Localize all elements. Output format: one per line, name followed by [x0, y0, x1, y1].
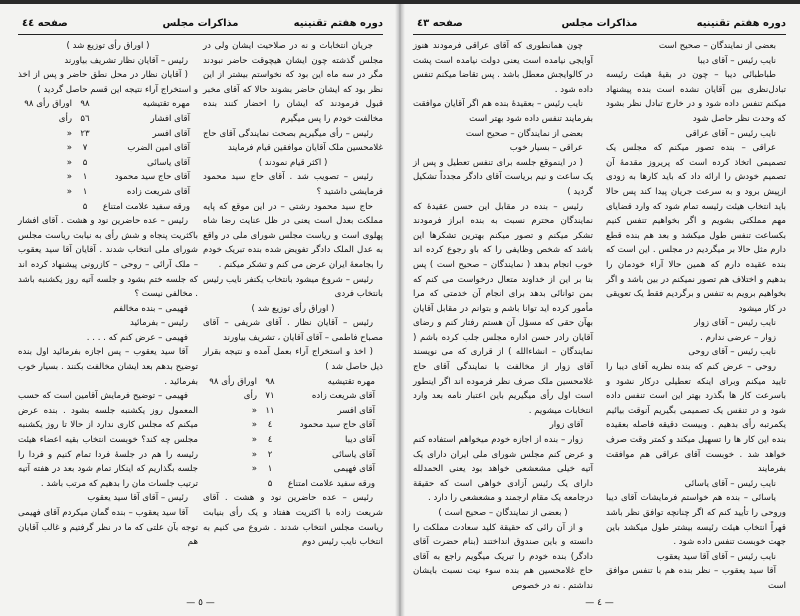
vote-unit: « — [66, 172, 72, 183]
candidate-name: آقای دیبا — [344, 435, 375, 446]
vote-result-row — [203, 375, 383, 390]
paragraph: نایب رئیس – آقای عراقی — [685, 128, 776, 139]
paragraph: رئیس – بفرمائید — [129, 318, 188, 329]
vote-count: ۷۱ — [265, 391, 275, 402]
vote-count: ۷ — [82, 143, 88, 154]
vote-count: ۵ — [82, 157, 88, 168]
vote-count: ۲ — [267, 449, 273, 460]
candidate-name: مهره تقتیشیه — [142, 99, 190, 110]
paragraph: آقای زوار — [549, 420, 583, 431]
header-page-number: صفحه ٤٤ — [22, 18, 68, 29]
paragraph: طباطبائی دیبا – چون در بقیهٔ هیئت رئیسه تبادل‌نظری بین آقایان نشده است بنده پیشنهاد میکنم تنفس داده شود و در خارج تبادل نظر بشود که وحدت نظر حاصل شود — [606, 70, 786, 124]
page-footer: — ٤ — — [585, 597, 614, 608]
paragraph: روحی – عرض کنم که بنده نظریه آقای دیبا را تایید میکنم وبرای اینکه تعطیلی درکار نشود و باسرعت کار ها بگذرد بهتر این است تنفس داده شود و در تنفس یک تصمیمی بگیریم آنوقت بیائیم یکمرتبه رأی بدهیم . وبیست دقیقه فاصله بعقیده بنده این کار ها را تسهیل میکند و کمتر وقت صرف خواهد شد . خوبست آقای عراقی هم موافقت بفرمایند — [606, 362, 786, 475]
candidate-name: آقای افشار — [150, 113, 190, 124]
vote-count: ۵ — [82, 201, 88, 212]
vote-count: ۱ — [82, 172, 88, 183]
vote-result-row — [203, 418, 383, 433]
vote-count: ۱۱ — [265, 405, 275, 416]
paragraph: آقا سید یعقوب – بنده گمان میکردم آقای فهیمی توجه بآن علتی که ما در نظر گرفتیم و غالب آقایان هم — [18, 508, 198, 548]
paragraph: نایب رئیس – آقای یاسائی — [684, 478, 776, 489]
paragraph: ( اخذ و استخراج آراء بعمل آمده و نتیجه بقرار ذیل حاصل شد ) — [203, 347, 383, 373]
page-footer: — ٥ — — [186, 597, 215, 608]
vote-count: ۵٦ — [80, 113, 90, 124]
candidate-name: آقای یاسائی — [147, 157, 190, 168]
paragraph: رئیس – شروع میشود بانتخاب یکنفر نایب رئیس بانتخاب فردی — [203, 274, 383, 300]
vote-count: ۲۳ — [80, 128, 90, 139]
vote-unit: رأی — [58, 113, 72, 124]
vote-count: ۵ — [267, 478, 273, 489]
paragraph: نایب رئیس – آقای آقا سید یعقوب — [656, 551, 776, 562]
vote-count: ۹۸ — [80, 99, 90, 110]
paragraph: فهیمی – توضیح فرمایش آقامین است که حسب المعمول روز یکشنبه جلسه بشود . بنده عرض میکنم که مجلس کاری ندارد از حالا تا روز یکشنبه مجلس چه کند؟ خوبست انتخاب بقیه اعضاء هیئت رئیسه را هم در جلسهٔ فردا تمام کنیم و فردا را جلسه بگذاریم که اینکار تمام شود بعد در هفته آتیه ترتیب جلسات مان را بدهیم که مرتب باشد . — [18, 391, 198, 489]
candidate-name: آقای افسر — [337, 405, 375, 416]
paragraph: عراقی – بسیار خوب — [509, 143, 583, 154]
paragraph: نایب رئیس – بعقیدهٔ بنده هم اگر آقایان موافقت بفرمایند تنفس داده شود بهتر است — [413, 99, 593, 124]
paragraph: چون همانطوری که آقای عراقی فرمودند هنوز آوایجی نیامده است یعنی دولت نیامده است پشت در کالوایجش معطل باشد . پس تقاضا میکنم تنفس داده شود . — [413, 41, 593, 95]
candidate-name: آقای حاج سید محمود — [114, 172, 190, 183]
vote-unit: « — [251, 464, 257, 475]
vote-result-row — [18, 200, 198, 215]
paragraph: جریان انتخابات و نه در صلاحیت ایشان ولی در مجلس گذشته چون ایشان هیچوقت حاضر نبودند مگر در سه ماه این بود که نخواستم بیشتر از این نظر بود که ایشان حاضر بشوند حالا که آقای مخبر قبول فرمودند که ایشان را احضار کنند بنده مخالفت خودم را پس میگیرم — [203, 41, 383, 124]
vote-unit: رأی — [243, 391, 257, 402]
vote-result-row — [203, 448, 383, 463]
vote-result-row — [203, 404, 383, 419]
candidate-name: آقای شریعت زاده — [126, 186, 190, 197]
header-title: مذاکرات مجلس — [162, 18, 239, 29]
candidate-name: آقای حاج سید محمود — [299, 420, 375, 431]
vote-result-row — [18, 185, 198, 200]
page-44 — [0, 4, 395, 616]
vote-unit: اوراق رأی ۹۸ — [24, 99, 72, 110]
page-43 — [405, 4, 800, 616]
vote-result-row — [203, 389, 383, 404]
vote-unit: « — [251, 449, 257, 460]
vote-unit: « — [66, 157, 72, 168]
paragraph: عراقی – بنده تصور میکنم که مجلس یک تصمیمی اتخاذ کرده است که پریروز مقدمهٔ آن تصمیم خودش را ارائه داد که باید کارها به زودی ازپیش برود و به سرعت جریان پیدا کند پس حالا باید انتخاب هیئت رئیسه تمام شود که وارد قضایای مهم مملکتی بشویم و اگر بخواهیم تنفس کنیم بکساعت تنفس طول میکشد و بعد هم بنده قطع دارم مثل حالا بر میگردیم در مجلس . این است که بنده عقیده دارم که همین حالا آراء خودمان را بدهیم و اختلاف هم تصور نمیکنم در بین باشد و اگر بخواهیم برویم به تنفس و برگردیم فقط یک تعویقی در کار میشود — [606, 143, 786, 314]
candidate-name: ورقه سفید علامت امتناع — [287, 478, 375, 489]
header-page-number: صفحه ٤۳ — [417, 18, 463, 29]
paragraph: فهیمی – عرض کنم که . . . . — [86, 332, 188, 343]
header-session: دوره هفتم تقنینیه — [696, 18, 786, 29]
paragraph: ( آقایان نظار در محل نطق حاضر و پس از اخذ و استخراج آراء نتیجه این قسم حاصل گردید ) — [18, 70, 198, 95]
vote-count: ٤ — [267, 435, 273, 446]
header-session: دوره هفتم تقنینیه — [293, 18, 383, 29]
page-header — [413, 18, 786, 35]
header-title: مذاکرات مجلس — [561, 18, 638, 29]
paragraph: بعضی از نمایندگان – صحیح است — [658, 41, 776, 51]
paragraph: رئیس – آقایان نظار . آقای شریفی – آقای مصباح فاطمی – آقای آقایان ، تشریف بیاورند — [203, 318, 383, 343]
vote-count: ۱ — [82, 186, 88, 197]
paragraph: زوار – بنده از اجازه خودم میخواهم استفاده کنم و عرض کنم مجلس شورای ملی ایران دارای یک آتیه خیلی مشعشعی خواهد بود یعنی الحمدلله دارای یک رئیس آزادی خواهی است که حقیقة درجامعه یک مقام ارجمند و مشعشعی را دارد . — [413, 435, 593, 504]
stage-direction: ( اوراق رأی توزیع شد ) — [66, 41, 150, 51]
text-columns — [413, 39, 786, 594]
stage-direction: ( اکثر قیام نمودند ) — [258, 157, 328, 168]
vote-count: ٤ — [267, 420, 273, 431]
page-header — [18, 18, 383, 35]
vote-result-row — [203, 433, 383, 448]
candidate-name: آقای شریعت زاده — [311, 391, 375, 402]
vote-unit — [203, 477, 257, 492]
scanned-spread — [0, 4, 800, 616]
candidate-name: آقای یاسائی — [332, 449, 375, 460]
paragraph: رئیس – آقای آقا سید یعقوب — [87, 493, 188, 504]
paragraph: بعضی از نمایندگان – صحیح است — [465, 128, 583, 139]
paragraph: نایب رئیس – آقای دیبا — [697, 55, 776, 66]
paragraph: فهیمی – بنده مخالفم — [113, 303, 188, 314]
text-column-left — [413, 39, 593, 594]
candidate-name: مهره تقتیشیه — [327, 376, 375, 387]
vote-unit: « — [66, 143, 72, 154]
paragraph: رئیس – عده حاضرین نود و هشت . آقای شریعت زاده با اکثریت هفتاد و یک رأی بنیابت ریاست مجلس انتخاب شدند . شروع می کنیم به انتخاب نایب رئیس دوم — [203, 493, 383, 548]
text-column-right — [203, 39, 383, 594]
text-columns — [18, 39, 383, 594]
vote-unit: « — [251, 405, 257, 416]
book-gutter — [395, 4, 405, 616]
vote-count: ۱ — [267, 464, 273, 475]
candidate-name: آقای فهیمی — [333, 464, 375, 475]
text-column-left — [18, 39, 198, 594]
vote-result-row — [18, 141, 198, 156]
paragraph: یاسائی – بنده هم خواستم فرمایشات آقای دیبا وروحی را تأیید کنم که اگر چنانچه توافق نظر باشد قهراً انتخاب هیئت رئیسه بیشتر طول میکشد باین جهت خوبست تنفس داده شود . — [606, 493, 786, 548]
vote-unit: « — [66, 186, 72, 197]
paragraph: رئیس – عده حاضرین نود و هشت . آقای افشار باکثریت پنجاه و شش رأی به نیابت ریاست مجلس شورای ملی انتخاب شدند . آقایان آقا سید یعقوب – ملک آرائی – روحی – کازرونی پیشنهاد کرده اند که جلسه ختم بشود و جلسه آتیه روز یکشنبه باشد . مخالفی نیست ؟ — [18, 216, 198, 300]
paragraph: رئیس – بنده در مقابل این حسن عقیدهٔ که نمایندگان محترم نسبت به بنده ابراز فرمودند تشکر میکنم و تصور میکنم بهترین تشکرها این باشد که شخص وظایفی را که باو رجوع کرده اند خوب انجام بدهد ( نمایندگان – صحیح است ) پس بنا بر این از خداوند متعال درخواست می کنم که بمن توانائی بدهد برای انجام آن خدمتی که مرا مأمور کرده اید توانا باشم و بتوانم در مقابل آقایان بهآن حقی که مسؤل آن هستم رفتار کنم و رضای آقایان رادر حسن اداره مجلس جلب کرده باشم ( نمایندگان – انشاءالله ) از قراری که می نویسند آقای زوار از مخالفت با نمایندگی آقای حاج غلامحسین ملک صرف نظر فرموده اند اگر اینطور است اول رأی میگیریم باین اعتبار نامه بعد وارد انتخابات میشویم . — [413, 201, 593, 416]
paragraph: رئیس – آقایان نظار تشریف بیاورند — [64, 55, 188, 66]
stage-direction: ( بعضی از نمایندگان – صحیح است ) — [438, 508, 568, 518]
text-column-right — [606, 39, 786, 594]
paragraph: آقا سید یعقوب – پس اجازه بفرمائید اول بنده توضیح بدهم بعد ایشان مخالفت بکنند . بسیار خوب بفرمائید . — [18, 347, 198, 387]
vote-count: ۹۸ — [265, 376, 275, 387]
paragraph: آقا سید یعقوب – نظر بنده هم با تنفس موافق است — [606, 566, 786, 591]
vote-result-row — [18, 170, 198, 185]
paragraph: رئیس – رأی میگیریم بصحت نمایندگی آقای حاج غلامحسین ملک آقایان موافقین قیام فرمایند — [203, 128, 383, 154]
candidate-name: ورقه سفید علامت امتناع — [102, 201, 190, 212]
paragraph: و از آن رائی که حقیقة کلید سعادت مملکت را دانسته و باین صندوق انداختند (بنام حضرت آقای دادگر) بنده خودم را تبریک میگویم راجع به آقای حاج غلامحسین هم بنده سوء نیت نسبت بایشان نداشتم . نه در خصوص — [413, 522, 593, 591]
paragraph: نایب رئیس – آقای روحی — [688, 347, 776, 358]
paragraph: نایب رئیس – آقای زوار — [694, 318, 776, 329]
candidate-name: آقای افسر — [152, 128, 190, 139]
vote-unit — [18, 200, 72, 215]
candidate-name: آقای امین الضرب — [127, 143, 190, 154]
vote-result-row — [18, 156, 198, 171]
vote-unit: « — [66, 128, 72, 139]
paragraph: حاج سید محمود رشتی – در این موقع که پایه مملکت بعدل است یعنی در ظل عنایت رضا شاه پهلوی است و ریاست مجلس شورای ملی در واقع به عدل الملک دادگر تفویض شده بنده تبریک خودم را بجامعهٔ ایران عرض می کنم و تشکر میکنم . — [203, 201, 383, 270]
vote-result-row — [203, 462, 383, 477]
vote-result-row — [18, 127, 198, 142]
vote-result-row — [203, 477, 383, 492]
vote-unit: « — [251, 435, 257, 446]
vote-unit: « — [251, 420, 257, 431]
paragraph: رئیس – تصویب شد . آقای حاج سید محمود فرمایشی داشتید ؟ — [203, 172, 383, 197]
stage-direction: ( اوراق رأی توزیع شد ) — [251, 303, 335, 314]
vote-result-row — [18, 112, 198, 127]
paragraph: ( در اینموقع جلسه برای تنفس تعطیل و پس از یک ساعت و نیم بریاست آقای دادگر مجدداً تشکیل گردید ) — [413, 157, 593, 197]
vote-result-row — [18, 97, 198, 112]
vote-unit: اوراق رأی ۹۸ — [209, 376, 257, 387]
paragraph: زوار – عرضی ندارم . — [700, 332, 776, 343]
